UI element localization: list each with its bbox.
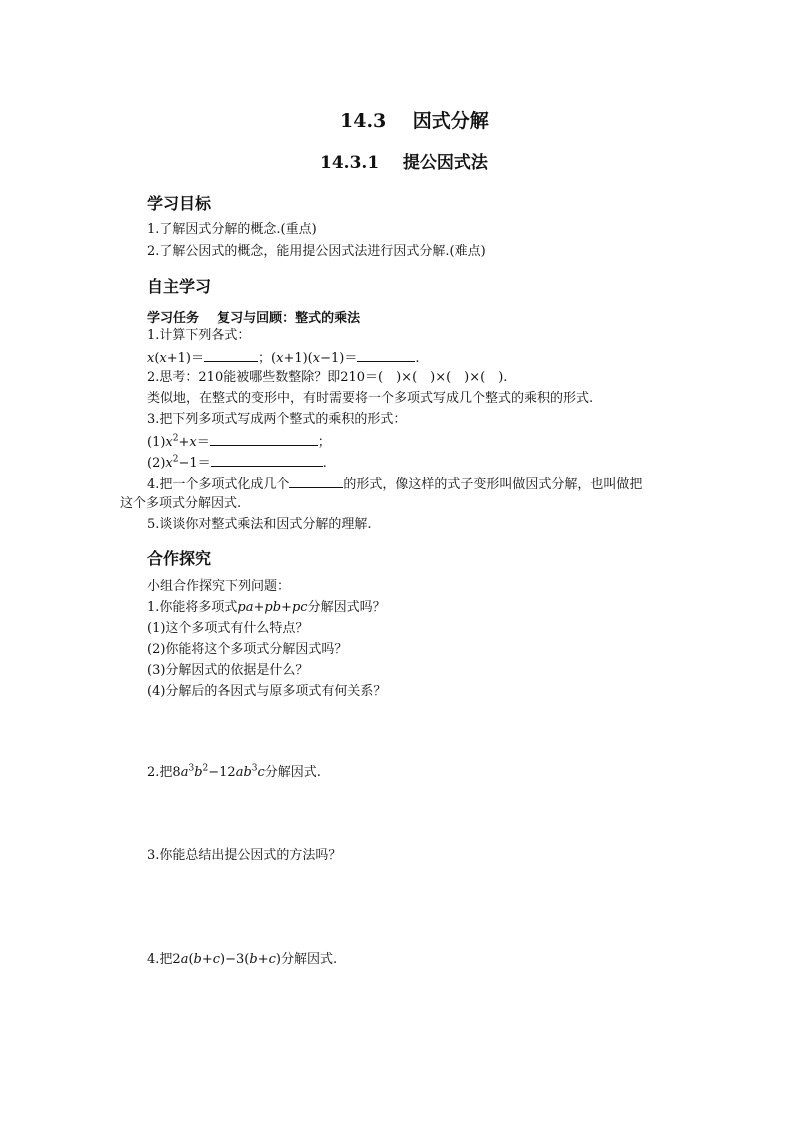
goals-heading: 学习目标	[147, 194, 212, 213]
subtitle-text: 提公因式法	[402, 153, 488, 173]
q4-line-2: 这个多项式分解因式.	[120, 496, 242, 511]
coop-heading: 合作探究	[147, 549, 212, 568]
answer-blank[interactable]	[204, 349, 258, 362]
q4-start: 4.把一个多项式化成几个	[147, 477, 290, 492]
q4-end: 的形式，像这样的式子变形叫做因式分解，也叫做把	[343, 477, 643, 492]
q1-intro: 1.计算下列各式：	[147, 328, 251, 343]
task-label: 学习任务	[147, 311, 200, 326]
goal-item-2: 2.了解公因式的概念，能用提公因式法进行因式分解.(难点)	[147, 244, 486, 259]
coop-q1-end: 分解因式吗？	[307, 600, 386, 615]
answer-blank[interactable]	[289, 475, 343, 488]
page-subtitle	[320, 148, 488, 173]
q4-line-1	[147, 475, 642, 493]
self-study-heading: 自主学习	[147, 277, 212, 296]
coop-sub-1: (1)这个多项式有什么特点？	[147, 621, 309, 636]
coop-q4: 4.把2a(b+c)−3(b+c)分解因式.	[147, 952, 338, 967]
q3-item-2: $(2)x^2-1=$ .	[147, 454, 327, 471]
q3-item-1: $(1)x^2+x=$ ；	[147, 433, 331, 450]
coop-sub-4: (4)分解后的各因式与原多项式有何关系？	[147, 684, 387, 699]
title-number: 14.3	[340, 110, 387, 132]
answer-blank[interactable]	[211, 454, 323, 467]
goal-item-1: 1.了解因式分解的概念.(重点)	[147, 222, 317, 237]
subtitle-number: 14.3.1	[320, 153, 380, 173]
title-text: 因式分解	[412, 110, 489, 132]
page-title	[340, 106, 489, 133]
coop-q3: 3.你能总结出提公因式的方法吗？	[147, 848, 342, 863]
coop-q2-end: 分解因式.	[264, 765, 321, 780]
coop-sub-2: (2)你能将这个多项式分解因式吗？	[147, 642, 348, 657]
q3-intro: 3.把下列多项式写成两个整式的乘积的形式：	[147, 412, 407, 427]
answer-blank[interactable]	[357, 349, 415, 362]
q1-expressions: x(x+1)＝ ；(x+1)(x−1)＝ .	[147, 351, 420, 366]
coop-q4-start: 4.把	[147, 952, 173, 967]
q5-text: 5.谈谈你对整式乘法和因式分解的理解.	[147, 517, 372, 532]
coop-q4-end: 分解因式.	[280, 952, 338, 967]
task-line	[147, 307, 360, 326]
answer-blank[interactable]	[210, 433, 318, 446]
task-title: 复习与回顾：整式的乘法	[217, 311, 361, 326]
coop-sub-3: (3)分解因式的依据是什么？	[147, 663, 309, 678]
coop-q1: 1.你能将多项式pa+pb+pc分解因式吗？	[147, 600, 386, 615]
coop-q2-start: 2.把	[147, 765, 173, 780]
coop-q1-start: 1.你能将多项式	[147, 600, 238, 615]
analogy-text: 类似地，在整式的变形中，有时需要将一个多项式写成几个整式的乘积的形式.	[147, 391, 594, 406]
q2-text: 2.思考：210能被哪些数整除？即210＝( )×( )×( )×( ).	[147, 370, 508, 385]
coop-q2: 2.把$8a^3b^2-12ab^3c$分解因式.	[147, 763, 321, 780]
coop-intro: 小组合作探究下列问题：	[147, 579, 291, 594]
